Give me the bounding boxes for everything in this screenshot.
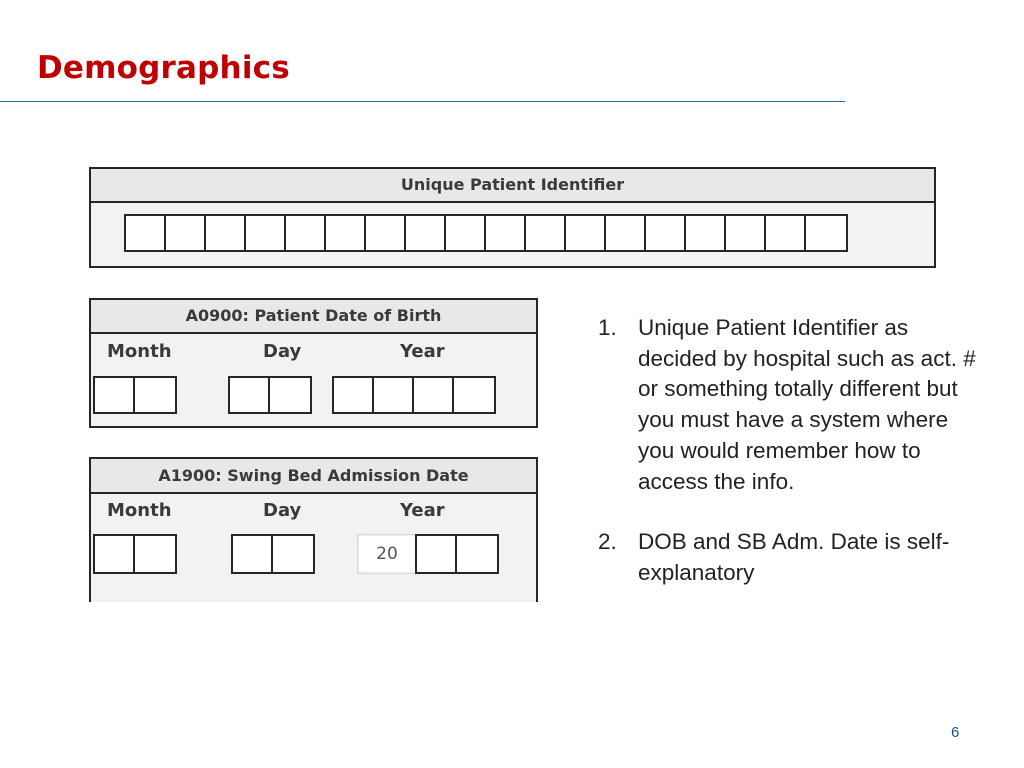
dob-month-boxes[interactable] bbox=[93, 376, 177, 414]
dob-day-label: Day bbox=[263, 341, 302, 362]
dob-year-digit-box[interactable] bbox=[334, 378, 374, 412]
upi-char-box[interactable] bbox=[726, 216, 766, 250]
upi-char-box[interactable] bbox=[686, 216, 726, 250]
swing-year-digit-box[interactable] bbox=[417, 536, 457, 572]
upi-header: Unique Patient Identifier bbox=[91, 169, 934, 203]
swing-bed-header: A1900: Swing Bed Admission Date bbox=[91, 459, 536, 494]
upi-char-box[interactable] bbox=[446, 216, 486, 250]
upi-char-box[interactable] bbox=[766, 216, 806, 250]
note-number: 2. bbox=[598, 529, 617, 555]
upi-char-box[interactable] bbox=[246, 216, 286, 250]
dob-year-digit-box[interactable] bbox=[454, 378, 494, 412]
upi-char-box[interactable] bbox=[606, 216, 646, 250]
upi-char-box[interactable] bbox=[566, 216, 606, 250]
upi-char-box[interactable] bbox=[406, 216, 446, 250]
upi-form bbox=[89, 167, 936, 268]
swing-year-boxes[interactable] bbox=[415, 534, 499, 574]
dob-day-boxes[interactable] bbox=[228, 376, 312, 414]
swing-year-digit-box[interactable] bbox=[457, 536, 497, 572]
swing-month-digit-box[interactable] bbox=[135, 536, 175, 572]
dob-year-label: Year bbox=[400, 341, 445, 362]
upi-char-box[interactable] bbox=[646, 216, 686, 250]
dob-month-digit-box[interactable] bbox=[95, 378, 135, 412]
upi-char-box[interactable] bbox=[326, 216, 366, 250]
dob-year-boxes[interactable] bbox=[332, 376, 496, 414]
page-number: 6 bbox=[951, 724, 960, 741]
dob-year-digit-box[interactable] bbox=[374, 378, 414, 412]
dob-form bbox=[89, 298, 538, 428]
slide-title: Demographics bbox=[37, 50, 290, 86]
note-text: DOB and SB Adm. Date is self-explanatory bbox=[638, 529, 950, 585]
upi-char-box[interactable] bbox=[286, 216, 326, 250]
upi-char-box[interactable] bbox=[126, 216, 166, 250]
swing-day-label: Day bbox=[263, 500, 302, 521]
dob-year-digit-box[interactable] bbox=[414, 378, 454, 412]
upi-char-box[interactable] bbox=[486, 216, 526, 250]
upi-input-boxes[interactable] bbox=[124, 214, 848, 252]
swing-month-digit-box[interactable] bbox=[95, 536, 135, 572]
swing-day-digit-box[interactable] bbox=[233, 536, 273, 572]
dob-day-digit-box[interactable] bbox=[270, 378, 310, 412]
upi-char-box[interactable] bbox=[206, 216, 246, 250]
note-item bbox=[598, 527, 978, 588]
dob-header: A0900: Patient Date of Birth bbox=[91, 300, 536, 334]
swing-day-boxes[interactable] bbox=[231, 534, 315, 574]
swing-day-digit-box[interactable] bbox=[273, 536, 313, 572]
swing-month-boxes[interactable] bbox=[93, 534, 177, 574]
note-text: Unique Patient Identifier as decided by hospital such as act. # or something totally different but you must have a system where you would remember how to access the info. bbox=[638, 315, 976, 494]
dob-month-digit-box[interactable] bbox=[135, 378, 175, 412]
swing-year-label: Year bbox=[400, 500, 445, 521]
dob-month-label: Month bbox=[107, 341, 172, 362]
notes-list bbox=[598, 313, 978, 589]
swing-month-label: Month bbox=[107, 500, 172, 521]
upi-char-box[interactable] bbox=[806, 216, 846, 250]
upi-char-box[interactable] bbox=[166, 216, 206, 250]
note-item bbox=[598, 313, 978, 497]
swing-year-prefix-box: 20 bbox=[357, 534, 417, 574]
upi-char-box[interactable] bbox=[366, 216, 406, 250]
upi-char-box[interactable] bbox=[526, 216, 566, 250]
swing-bed-form bbox=[89, 457, 538, 602]
dob-day-digit-box[interactable] bbox=[230, 378, 270, 412]
note-number: 1. bbox=[598, 315, 617, 340]
title-divider bbox=[0, 101, 845, 102]
